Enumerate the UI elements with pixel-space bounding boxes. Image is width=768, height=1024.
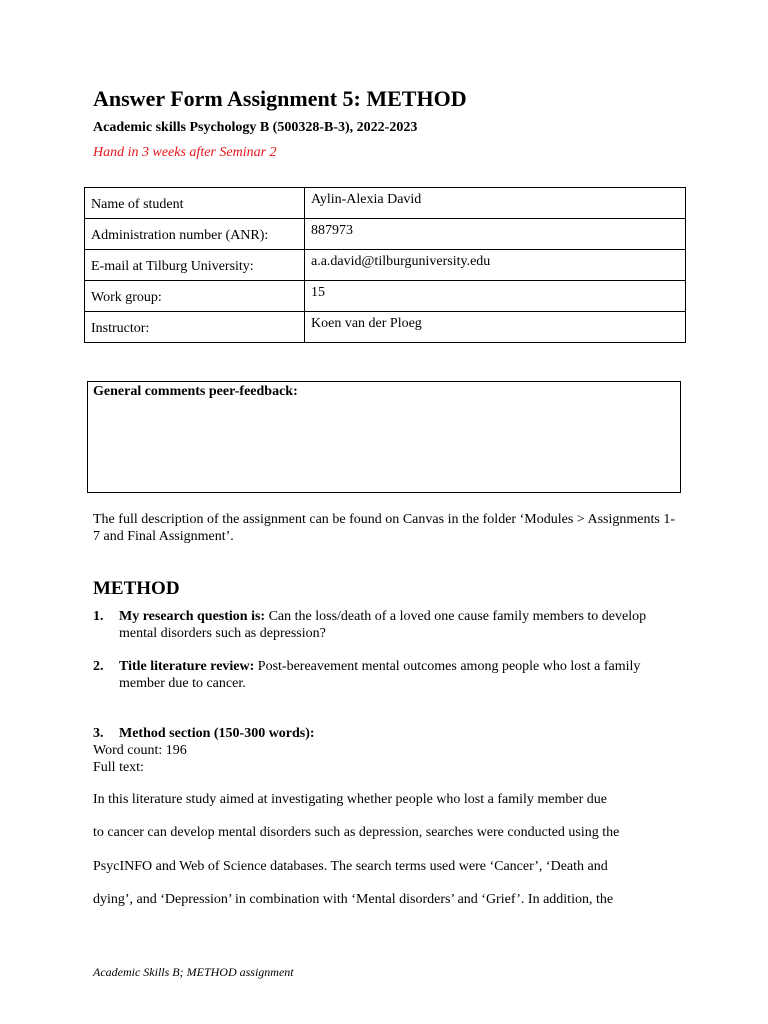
student-name-label: Name of student xyxy=(85,188,305,219)
page-title: Answer Form Assignment 5: METHOD xyxy=(93,86,467,111)
anr-label: Administration number (ANR): xyxy=(85,219,305,250)
instructor-value: Koen van der Ploeg xyxy=(305,312,686,343)
deadline-note: Hand in 3 weeks after Seminar 2 xyxy=(93,145,277,160)
assignment-description: The full description of the assignment can be found on Canvas in the folder ‘Modules > Assignments 1-7 and Final Assignment’. xyxy=(93,512,675,544)
table-row xyxy=(85,281,686,312)
list-item xyxy=(93,608,675,642)
student-name-value: Aylin-Alexia David xyxy=(305,188,686,219)
review-title-label: Title literature review: xyxy=(119,659,255,674)
item-number: 3. xyxy=(93,726,104,741)
item-number: 1. xyxy=(93,609,104,624)
table-row xyxy=(85,250,686,281)
list-item xyxy=(93,658,675,692)
work-group-value: 15 xyxy=(305,281,686,312)
peer-feedback-label: General comments peer-feedback: xyxy=(93,384,298,399)
method-text-line: PsycINFO and Web of Science databases. The search terms used were ‘Cancer’, ‘Death and xyxy=(93,859,608,874)
method-section-label: Method section (150-300 words): xyxy=(119,726,315,741)
review-title-text: Post-bereavement mental outcomes among people who lost a family member due to cancer. xyxy=(119,659,641,691)
email-value: a.a.david@tilburguniversity.edu xyxy=(305,250,686,281)
student-info-table xyxy=(84,187,686,343)
peer-feedback-box xyxy=(87,381,681,493)
research-question-label: My research question is: xyxy=(119,609,266,624)
method-heading: METHOD xyxy=(93,578,180,599)
table-row xyxy=(85,219,686,250)
research-question-text: Can the loss/death of a loved one cause family members to develop mental disorders such as depression? xyxy=(119,609,647,641)
list-item xyxy=(93,725,675,742)
instructor-label: Instructor: xyxy=(85,312,305,343)
page-footer: Academic Skills B; METHOD assignment xyxy=(93,965,294,979)
table-row xyxy=(85,188,686,219)
course-subtitle: Academic skills Psychology B (500328-B-3), 2022-2023 xyxy=(93,120,418,135)
item-number: 2. xyxy=(93,659,104,674)
method-text-line: dying’, and ‘Depression’ in combination with ‘Mental disorders’ and ‘Grief’. In addition, the xyxy=(93,892,614,907)
full-text-label: Full text: xyxy=(93,760,144,775)
table-row xyxy=(85,312,686,343)
method-text-line: In this literature study aimed at investigating whether people who lost a family member due xyxy=(93,792,607,807)
method-text-line: to cancer can develop mental disorders such as depression, searches were conducted using the xyxy=(93,825,620,840)
email-label: E-mail at Tilburg University: xyxy=(85,250,305,281)
work-group-label: Work group: xyxy=(85,281,305,312)
word-count: Word count: 196 xyxy=(93,743,187,758)
anr-value: 887973 xyxy=(305,219,686,250)
